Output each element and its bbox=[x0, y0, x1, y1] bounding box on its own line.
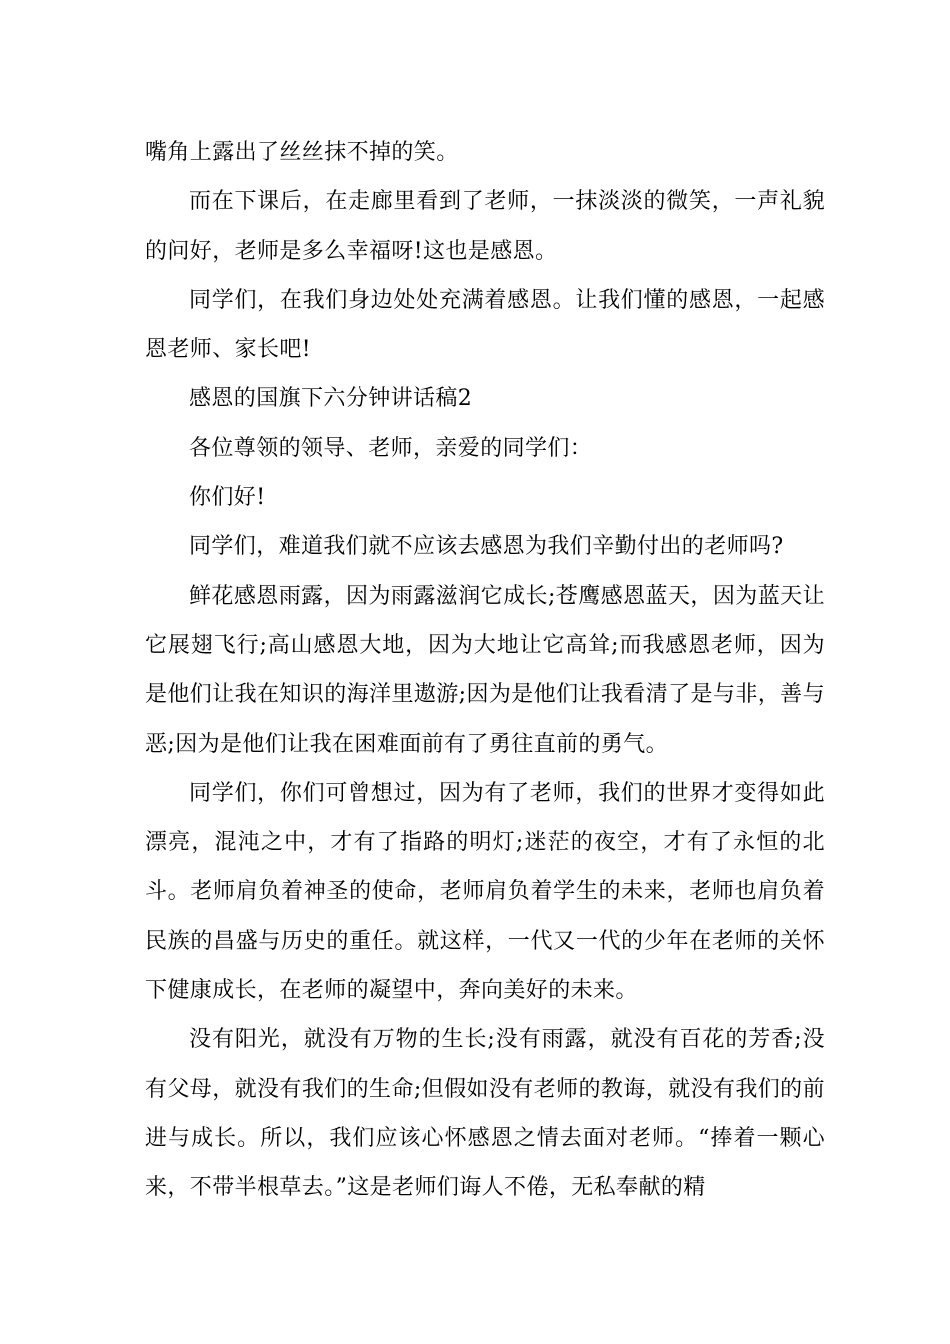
document-body bbox=[145, 128, 825, 1213]
paragraph-8: 鲜花感恩雨露，因为雨露滋润它成长;苍鹰感恩蓝天，因为蓝天让它展翅飞行;高山感恩大地，因为大地让它高耸;而我感恩老师，因为是他们让我在知识的海洋里遨游;因为是他们让我看清了是与非，善与恶;因为是他们让我在困难面前有了勇往直前的勇气。 bbox=[145, 583, 825, 757]
paragraph-9: 同学们，你们可曾想过，因为有了老师，我们的世界才变得如此漂亮，混沌之中，才有了指路的明灯;迷茫的夜空，才有了永恒的北斗。老师肩负着神圣的使命，老师肩负着学生的未来，老师也肩负着民族的昌盛与历史的重任。就这样，一代又一代的少年在老师的关怀下健康成长，在老师的凝望中，奔向美好的未来。 bbox=[145, 780, 825, 1004]
salutation: 各位尊领的领导、老师，亲爱的同学们： bbox=[189, 435, 593, 461]
paragraph-3: 同学们，在我们身边处处充满着感恩。让我们懂的感恩，一起感恩老师、家长吧! bbox=[145, 287, 825, 363]
section-heading: 感恩的国旗下六分钟讲话稿2 bbox=[189, 386, 473, 412]
paragraph-2: 而在下课后，在走廊里看到了老师，一抹淡淡的微笑，一声礼貌的问好，老师是多么幸福呀!这也是感恩。 bbox=[145, 189, 825, 264]
greeting: 你们好! bbox=[189, 485, 266, 511]
paragraph-10: 没有阳光，就没有万物的生长;没有雨露，就没有百花的芳香;没有父母，就没有我们的生命;但假如没有老师的教诲，就没有我们的前进与成长。所以，我们应该心怀感恩之情去面对老师。“捧着一颗心来，不带半根草去。”这是老师们诲人不倦，无私奉献的精 bbox=[145, 1027, 825, 1201]
paragraph-1: 嘴角上露出了丝丝抹不掉的笑。 bbox=[145, 140, 459, 165]
paragraph-7: 同学们，难道我们就不应该去感恩为我们辛勤付出的老师吗? bbox=[189, 534, 784, 560]
